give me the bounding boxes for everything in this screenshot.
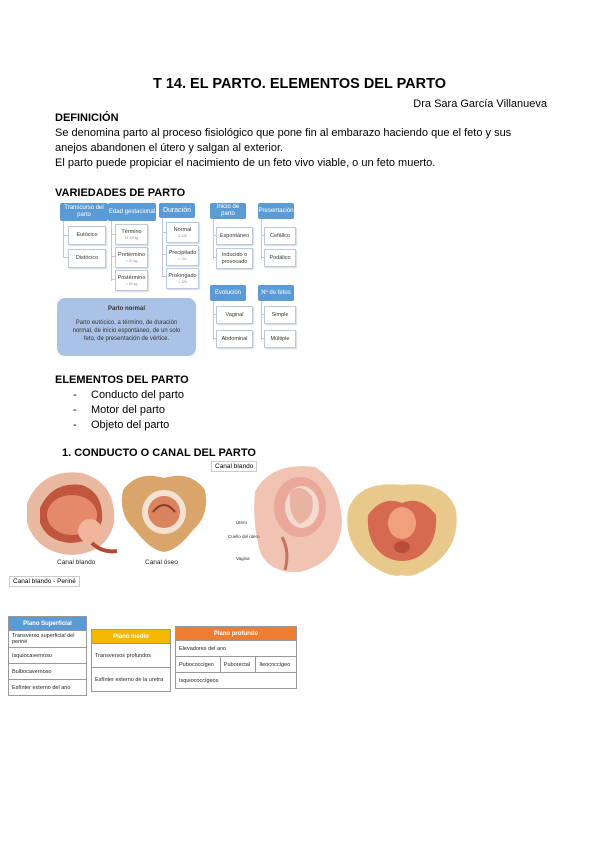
definicion-heading: DEFINICIÓN: [55, 112, 119, 124]
evolucion-item-abdominal: Abdominal: [216, 330, 253, 348]
fig-label-utero: Útero: [236, 520, 248, 525]
canal-blando-illustration: [22, 463, 122, 558]
fetos-header: Nº de fetos: [258, 285, 294, 301]
presentacion-item-podalico: Podálico: [264, 249, 296, 267]
canal-oseo-caption: Canal óseo: [145, 559, 178, 566]
elementos-list: [73, 388, 273, 433]
table-cell: Pubococcígeo: [176, 657, 221, 673]
parto-normal-text-1: Parto eutócico, a término, de duración: [75, 320, 178, 326]
list-item: - Objeto del parto: [73, 419, 170, 431]
fig-label-cuello: Cuello del útero: [228, 534, 260, 539]
table-row: Isquiococcígeos: [176, 673, 297, 689]
author: Dra Sara García Villanueva: [413, 98, 547, 110]
duracion-item-prolongado: Prolongado > 12h: [166, 268, 199, 289]
evolucion-header: Evolución: [210, 285, 246, 301]
plano-medio-table: [91, 629, 171, 692]
variedades-heading: VARIEDADES DE PARTO: [55, 187, 186, 199]
canal-oseo-illustration: [118, 470, 210, 555]
parto-normal-box: [57, 298, 196, 356]
transcurso-header: Transcurso del parto: [60, 203, 108, 221]
table-cell: Ileococcígeo: [256, 657, 297, 673]
table-row: Transversos profundos: [92, 644, 171, 668]
duracion-header: Duración: [159, 203, 195, 218]
definicion-line-3: El parto puede propiciar el nacimiento de un feto vivo viable, o un feto muerto.: [55, 157, 436, 169]
plano-profundo-table: [175, 626, 297, 689]
conducto-heading: 1. CONDUCTO O CANAL DEL PARTO: [62, 447, 256, 459]
table-row: Transverso superficial del periné: [9, 631, 87, 648]
inicio-item-inducido: Inducido o provocado: [216, 248, 253, 269]
parto-normal-text-2: normal, de inicio espontáneo, de un solo: [72, 328, 181, 334]
canal-blando-label: Canal blando: [211, 461, 257, 472]
table-row: Bulbocavernoso: [9, 664, 87, 680]
pelvic-floor-illustration: [343, 475, 461, 580]
inicio-item-espontaneo: Espontáneo: [216, 227, 253, 245]
inicio-header: Inicio de parto: [210, 203, 246, 219]
edad-item-pretermino: Pretérmino < 37 sg: [115, 247, 148, 268]
table-cell: Puborectal: [220, 657, 256, 673]
page-title: T 14. EL PARTO. ELEMENTOS DEL PARTO: [152, 76, 446, 92]
edad-header: Edad gestacional: [108, 203, 156, 221]
list-item: - Conducto del parto: [73, 389, 184, 401]
transcurso-item-eutocico: Eutócico: [68, 226, 106, 245]
table-row: Isquiocavernoso: [9, 648, 87, 664]
edad-item-postermino: Postérmino > 42 sg: [115, 270, 148, 291]
edad-item-termino: Término 37-42 sg: [115, 224, 148, 245]
parto-normal-title: Parto normal: [107, 306, 145, 312]
list-item: - Motor del parto: [73, 404, 165, 416]
table-row: Elevadores del ano: [176, 641, 297, 657]
plano-superficial-table: [8, 616, 87, 696]
definicion-line-2: anejos abandonen el útero y salgan al exterior.: [55, 142, 284, 154]
table-row: Esfínter externo de la uretra: [92, 668, 171, 692]
plano-profundo-header: Plano profundo: [176, 627, 297, 641]
plano-medio-header: Plano medio: [92, 630, 171, 644]
duracion-item-normal: Normal 3-12h: [166, 222, 199, 243]
fetos-item-multiple: Múltiple: [264, 330, 296, 348]
presentacion-item-cefalico: Cefálico: [264, 227, 296, 245]
canal-perine-label: Canal blando - Periné: [9, 576, 80, 587]
fig-label-vagina: Vagina: [236, 556, 250, 561]
fetos-item-simple: Simple: [264, 306, 296, 324]
canal-blando-caption: Canal blando: [57, 559, 96, 566]
parto-normal-text-3: feto, de presentación de vértice.: [83, 336, 170, 342]
definicion-line-1: Se denomina parto al proceso fisiológico que pone fin al embarazo haciendo que el feto y sus: [55, 127, 512, 139]
table-row: Esfínter externo del ano: [9, 680, 87, 696]
elementos-heading: ELEMENTOS DEL PARTO: [55, 374, 189, 386]
transcurso-item-distocico: Distócico: [68, 249, 106, 268]
definicion-text: [55, 126, 511, 171]
plano-superficial-header: Plano Superficial: [9, 617, 87, 631]
presentacion-header: Presentación: [258, 203, 294, 219]
evolucion-item-vaginal: Vaginal: [216, 306, 253, 324]
duracion-item-precipitado: Precipitado < 3 h: [166, 245, 199, 266]
